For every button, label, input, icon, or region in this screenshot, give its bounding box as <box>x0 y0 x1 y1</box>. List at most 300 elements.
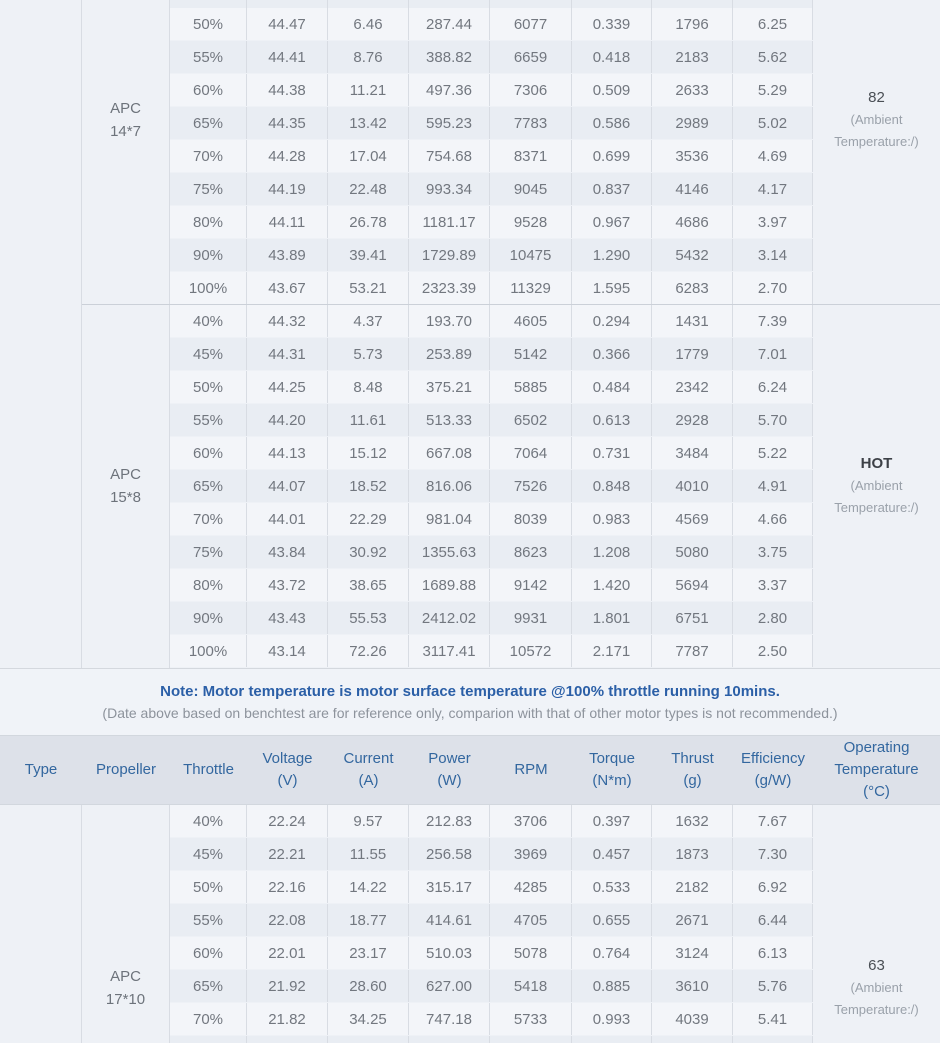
propeller-label-line: 14*7 <box>110 123 141 140</box>
cell-efficiency: 5.41 <box>733 1003 813 1035</box>
table-row <box>170 140 813 173</box>
cell-efficiency: 7.30 <box>733 838 813 870</box>
cell-thrust: 1632 <box>652 805 733 837</box>
cell-power: 1181.17 <box>409 206 490 238</box>
cell-thrust: 4039 <box>652 1003 733 1035</box>
cell-torque: 0.967 <box>572 206 652 238</box>
cell-power: 595.23 <box>409 107 490 139</box>
table-row <box>170 569 813 602</box>
cell-throttle: 60% <box>170 437 247 469</box>
cell-thrust: 4569 <box>652 503 733 535</box>
cell-voltage: 44.19 <box>247 173 328 205</box>
cell-efficiency: 4.17 <box>733 173 813 205</box>
cell-voltage: 43.67 <box>247 272 328 304</box>
cell-current: 11.55 <box>328 838 409 870</box>
cell-voltage: 43.72 <box>247 569 328 601</box>
cell-thrust: 2342 <box>652 371 733 403</box>
table-row <box>170 0 813 8</box>
propeller-label-line: 15*8 <box>110 489 141 506</box>
cell-voltage: 44.20 <box>247 404 328 436</box>
column-header-line: (g/W) <box>754 772 792 789</box>
cell-thrust: 3484 <box>652 437 733 469</box>
cell-voltage: 44.01 <box>247 503 328 535</box>
cell-rpm: 10572 <box>490 635 572 667</box>
cell-efficiency: 6.13 <box>733 937 813 969</box>
operating-temperature-cell <box>813 805 940 1043</box>
cell-voltage: 22.24 <box>247 805 328 837</box>
cell-rpm: 4705 <box>490 904 572 936</box>
cell-throttle: 90% <box>170 602 247 634</box>
cell-power: 816.06 <box>409 470 490 502</box>
cell-thrust: 5694 <box>652 569 733 601</box>
cell-current: 28.60 <box>328 970 409 1002</box>
cell-torque <box>572 0 652 8</box>
section-divider <box>82 304 940 305</box>
cell-power: 1689.88 <box>409 569 490 601</box>
cell-thrust: 6751 <box>652 602 733 634</box>
cell-voltage: 22.16 <box>247 871 328 903</box>
cell-thrust: 3536 <box>652 140 733 172</box>
cell-rpm: 10475 <box>490 239 572 271</box>
cell-rpm: 6077 <box>490 8 572 40</box>
cell-rpm: 9931 <box>490 602 572 634</box>
cell-current <box>328 0 409 8</box>
cell-thrust: 2633 <box>652 74 733 106</box>
column-header-line: Torque <box>589 750 635 767</box>
cell-throttle <box>170 0 247 8</box>
cell-torque: 0.764 <box>572 937 652 969</box>
cell-torque: 1.290 <box>572 239 652 271</box>
cell-rpm: 5078 <box>490 937 572 969</box>
cell-voltage: 44.11 <box>247 206 328 238</box>
cell-voltage: 22.01 <box>247 937 328 969</box>
cell-rpm: 3706 <box>490 805 572 837</box>
cell-throttle: 70% <box>170 140 247 172</box>
cell-current: 8.76 <box>328 41 409 73</box>
table-row <box>170 41 813 74</box>
cell-torque: 0.397 <box>572 805 652 837</box>
cell-rpm <box>490 1036 572 1043</box>
cell-rpm: 7306 <box>490 74 572 106</box>
column-header-rpm <box>490 736 572 804</box>
table-row <box>170 871 813 904</box>
cell-voltage: 43.43 <box>247 602 328 634</box>
cell-current: 5.73 <box>328 338 409 370</box>
cell-efficiency: 7.39 <box>733 305 813 337</box>
cell-efficiency <box>733 0 813 8</box>
cell-rpm: 6502 <box>490 404 572 436</box>
cell-rpm: 9528 <box>490 206 572 238</box>
propeller-section-apc-14x7 <box>0 0 940 305</box>
cell-torque: 0.699 <box>572 140 652 172</box>
cell-torque: 0.339 <box>572 8 652 40</box>
cell-power: 2412.02 <box>409 602 490 634</box>
type-cell <box>0 805 82 1043</box>
table-row <box>170 74 813 107</box>
cell-torque: 0.457 <box>572 838 652 870</box>
table-row <box>170 8 813 41</box>
cell-thrust: 2989 <box>652 107 733 139</box>
table-row <box>170 536 813 569</box>
column-header-line: Type <box>24 761 58 778</box>
cell-voltage <box>247 0 328 8</box>
propeller-cell <box>82 805 170 1043</box>
data-grid <box>170 805 813 1043</box>
cell-throttle: 60% <box>170 74 247 106</box>
cell-voltage: 44.31 <box>247 338 328 370</box>
cell-power: 253.89 <box>409 338 490 370</box>
cell-voltage: 44.07 <box>247 470 328 502</box>
cell-thrust: 1779 <box>652 338 733 370</box>
cell-power: 287.44 <box>409 8 490 40</box>
table-row <box>170 805 813 838</box>
cell-power: 667.08 <box>409 437 490 469</box>
type-cell <box>0 305 82 668</box>
column-header-line: (A) <box>358 772 379 789</box>
cell-current: 4.37 <box>328 305 409 337</box>
cell-efficiency: 5.22 <box>733 437 813 469</box>
cell-efficiency: 4.66 <box>733 503 813 535</box>
cell-thrust: 2928 <box>652 404 733 436</box>
cell-efficiency: 2.70 <box>733 272 813 304</box>
table-row <box>170 1036 813 1043</box>
column-header-efficiency <box>733 736 813 804</box>
cell-power: 212.83 <box>409 805 490 837</box>
cell-current: 39.41 <box>328 239 409 271</box>
cell-current: 72.26 <box>328 635 409 667</box>
cell-throttle: 55% <box>170 904 247 936</box>
cell-power: 993.34 <box>409 173 490 205</box>
table-row <box>170 173 813 206</box>
cell-thrust: 1873 <box>652 838 733 870</box>
table-row <box>170 602 813 635</box>
cell-efficiency: 2.50 <box>733 635 813 667</box>
cell-power: 256.58 <box>409 838 490 870</box>
cell-rpm: 7526 <box>490 470 572 502</box>
cell-efficiency: 5.70 <box>733 404 813 436</box>
cell-power: 513.33 <box>409 404 490 436</box>
propeller-section-apc-17x10 <box>0 805 940 1043</box>
cell-rpm: 9045 <box>490 173 572 205</box>
cell-current: 17.04 <box>328 140 409 172</box>
cell-torque: 0.993 <box>572 1003 652 1035</box>
column-header-type <box>0 736 82 804</box>
cell-throttle: 40% <box>170 805 247 837</box>
cell-current: 38.65 <box>328 569 409 601</box>
propeller-label-line: APC <box>110 466 141 483</box>
cell-power: 747.18 <box>409 1003 490 1035</box>
cell-efficiency: 3.14 <box>733 239 813 271</box>
propeller-label-line: 17*10 <box>105 991 146 1008</box>
cell-torque: 0.613 <box>572 404 652 436</box>
cell-power: 315.17 <box>409 871 490 903</box>
cell-current: 11.21 <box>328 74 409 106</box>
cell-voltage: 44.28 <box>247 140 328 172</box>
cell-rpm: 4605 <box>490 305 572 337</box>
cell-thrust: 2183 <box>652 41 733 73</box>
cell-rpm: 7064 <box>490 437 572 469</box>
cell-throttle <box>170 1036 247 1043</box>
cell-power: 414.61 <box>409 904 490 936</box>
cell-current: 53.21 <box>328 272 409 304</box>
cell-current: 34.25 <box>328 1003 409 1035</box>
cell-current: 55.53 <box>328 602 409 634</box>
ambient-temperature-note: Temperature:/) <box>834 1002 919 1017</box>
cell-efficiency <box>733 1036 813 1043</box>
temperature-value: HOT <box>860 455 893 472</box>
cell-torque: 0.655 <box>572 904 652 936</box>
cell-voltage: 44.41 <box>247 41 328 73</box>
cell-thrust: 1431 <box>652 305 733 337</box>
cell-rpm: 6659 <box>490 41 572 73</box>
cell-power: 388.82 <box>409 41 490 73</box>
cell-rpm: 7783 <box>490 107 572 139</box>
cell-throttle: 50% <box>170 8 247 40</box>
cell-thrust: 1796 <box>652 8 733 40</box>
cell-rpm: 8039 <box>490 503 572 535</box>
column-header-throttle <box>170 736 247 804</box>
cell-current: 18.52 <box>328 470 409 502</box>
cell-current: 6.46 <box>328 8 409 40</box>
cell-efficiency: 6.44 <box>733 904 813 936</box>
cell-efficiency: 3.75 <box>733 536 813 568</box>
cell-throttle: 55% <box>170 404 247 436</box>
cell-throttle: 100% <box>170 635 247 667</box>
cell-torque: 0.484 <box>572 371 652 403</box>
cell-current: 30.92 <box>328 536 409 568</box>
cell-voltage: 43.89 <box>247 239 328 271</box>
cell-thrust: 4686 <box>652 206 733 238</box>
note-block <box>0 668 940 735</box>
column-header-line: (g) <box>683 772 702 789</box>
cell-torque: 2.171 <box>572 635 652 667</box>
propeller-label <box>82 965 169 1011</box>
cell-throttle: 55% <box>170 41 247 73</box>
ambient-temperature-note: (Ambient <box>850 980 903 995</box>
cell-thrust <box>652 1036 733 1043</box>
cell-thrust: 5432 <box>652 239 733 271</box>
cell-throttle: 65% <box>170 470 247 502</box>
cell-current: 14.22 <box>328 871 409 903</box>
cell-power: 193.70 <box>409 305 490 337</box>
cell-efficiency: 7.67 <box>733 805 813 837</box>
cell-rpm: 5142 <box>490 338 572 370</box>
cell-power: 754.68 <box>409 140 490 172</box>
cell-efficiency: 5.29 <box>733 74 813 106</box>
cell-throttle: 65% <box>170 107 247 139</box>
cell-rpm: 9142 <box>490 569 572 601</box>
column-header-line: (V) <box>277 772 298 789</box>
table-row <box>170 206 813 239</box>
cell-power <box>409 0 490 8</box>
cell-current <box>328 1036 409 1043</box>
cell-current: 8.48 <box>328 371 409 403</box>
cell-throttle: 70% <box>170 503 247 535</box>
column-header-line: RPM <box>514 761 548 778</box>
table-row <box>170 371 813 404</box>
cell-efficiency: 4.91 <box>733 470 813 502</box>
note-subtext: (Date above based on benchtest are for reference only, comparion with that of other motor types is not recommended.) <box>102 705 838 721</box>
cell-voltage: 43.84 <box>247 536 328 568</box>
cell-torque: 1.208 <box>572 536 652 568</box>
column-header-line: Power <box>428 750 471 767</box>
column-header-voltage <box>247 736 328 804</box>
cell-voltage: 44.13 <box>247 437 328 469</box>
cell-throttle: 75% <box>170 536 247 568</box>
cell-voltage: 22.21 <box>247 838 328 870</box>
cell-torque: 0.837 <box>572 173 652 205</box>
column-header-torque <box>572 736 652 804</box>
cell-torque: 1.595 <box>572 272 652 304</box>
cell-torque: 0.848 <box>572 470 652 502</box>
table-row <box>170 107 813 140</box>
cell-current: 22.29 <box>328 503 409 535</box>
table-row <box>170 470 813 503</box>
cell-torque: 1.420 <box>572 569 652 601</box>
column-header-line: Efficiency <box>741 750 805 767</box>
cell-efficiency: 4.69 <box>733 140 813 172</box>
table-row <box>170 239 813 272</box>
cell-current: 13.42 <box>328 107 409 139</box>
column-header-line: (°C) <box>863 783 890 800</box>
cell-rpm: 5885 <box>490 371 572 403</box>
table-row <box>170 1003 813 1036</box>
cell-current: 22.48 <box>328 173 409 205</box>
cell-efficiency: 5.62 <box>733 41 813 73</box>
temperature-value: 82 <box>868 89 885 106</box>
cell-thrust: 2671 <box>652 904 733 936</box>
cell-voltage: 21.92 <box>247 970 328 1002</box>
table-header-row <box>0 735 940 805</box>
propeller-label-line: APC <box>110 100 141 117</box>
cell-efficiency: 5.76 <box>733 970 813 1002</box>
table-row <box>170 635 813 668</box>
cell-rpm: 11329 <box>490 272 572 304</box>
cell-throttle: 90% <box>170 239 247 271</box>
cell-thrust: 3124 <box>652 937 733 969</box>
cell-voltage: 44.32 <box>247 305 328 337</box>
cell-efficiency: 5.02 <box>733 107 813 139</box>
column-header-thrust <box>652 736 733 804</box>
cell-torque: 0.294 <box>572 305 652 337</box>
column-header-line: (N*m) <box>592 772 632 789</box>
cell-torque: 0.366 <box>572 338 652 370</box>
table-row <box>170 338 813 371</box>
propeller-label <box>82 463 169 509</box>
cell-torque: 0.509 <box>572 74 652 106</box>
cell-throttle: 65% <box>170 970 247 1002</box>
cell-rpm <box>490 0 572 8</box>
column-header-line: Current <box>343 750 394 767</box>
propeller-label-line: APC <box>110 968 141 985</box>
column-header-line: Propeller <box>95 761 157 778</box>
cell-power: 1355.63 <box>409 536 490 568</box>
table-row <box>170 838 813 871</box>
cell-torque: 0.418 <box>572 41 652 73</box>
operating-temperature <box>813 955 940 1021</box>
cell-torque <box>572 1036 652 1043</box>
operating-temperature-cell <box>813 0 940 305</box>
table-row <box>170 970 813 1003</box>
cell-throttle: 75% <box>170 173 247 205</box>
table-row <box>170 937 813 970</box>
cell-throttle: 60% <box>170 937 247 969</box>
cell-power <box>409 1036 490 1043</box>
cell-current: 23.17 <box>328 937 409 969</box>
note-text: Note: Motor temperature is motor surface temperature @100% throttle running 10mins. <box>160 683 780 700</box>
cell-rpm: 3969 <box>490 838 572 870</box>
column-header-line: Thrust <box>671 750 714 767</box>
cell-power: 981.04 <box>409 503 490 535</box>
cell-power: 510.03 <box>409 937 490 969</box>
cell-throttle: 50% <box>170 371 247 403</box>
propeller-cell <box>82 0 170 305</box>
type-cell <box>0 0 82 305</box>
column-header-line: (W) <box>437 772 462 789</box>
propeller-label <box>82 97 169 143</box>
cell-voltage: 21.82 <box>247 1003 328 1035</box>
column-header-temperature <box>813 736 940 804</box>
cell-thrust: 2182 <box>652 871 733 903</box>
cell-power: 627.00 <box>409 970 490 1002</box>
cell-voltage: 43.14 <box>247 635 328 667</box>
operating-temperature <box>813 453 940 519</box>
cell-power: 3117.41 <box>409 635 490 667</box>
cell-thrust: 6283 <box>652 272 733 304</box>
cell-rpm: 4285 <box>490 871 572 903</box>
cell-power: 375.21 <box>409 371 490 403</box>
cell-voltage: 44.35 <box>247 107 328 139</box>
data-grid <box>170 305 813 668</box>
ambient-temperature-note: (Ambient <box>850 112 903 127</box>
propeller-cell <box>82 305 170 668</box>
cell-voltage: 44.25 <box>247 371 328 403</box>
cell-voltage: 44.47 <box>247 8 328 40</box>
cell-throttle: 40% <box>170 305 247 337</box>
table-row <box>170 404 813 437</box>
cell-rpm: 8623 <box>490 536 572 568</box>
cell-throttle: 80% <box>170 569 247 601</box>
cell-thrust: 4010 <box>652 470 733 502</box>
temperature-value: 63 <box>868 957 885 974</box>
cell-efficiency: 7.01 <box>733 338 813 370</box>
table-row <box>170 305 813 338</box>
cell-power: 2323.39 <box>409 272 490 304</box>
cell-rpm: 8371 <box>490 140 572 172</box>
data-grid <box>170 0 813 305</box>
cell-torque: 0.731 <box>572 437 652 469</box>
column-header-propeller <box>82 736 170 804</box>
cell-efficiency: 6.92 <box>733 871 813 903</box>
table-row <box>170 503 813 536</box>
cell-torque: 0.586 <box>572 107 652 139</box>
cell-voltage <box>247 1036 328 1043</box>
cell-efficiency: 3.37 <box>733 569 813 601</box>
column-header-line: Throttle <box>183 761 234 778</box>
cell-torque: 0.983 <box>572 503 652 535</box>
cell-current: 9.57 <box>328 805 409 837</box>
cell-current: 18.77 <box>328 904 409 936</box>
column-header-current <box>328 736 409 804</box>
column-header-line: Temperature <box>834 761 919 778</box>
column-header-power <box>409 736 490 804</box>
cell-thrust: 5080 <box>652 536 733 568</box>
table-row <box>170 437 813 470</box>
operating-temperature <box>813 87 940 153</box>
cell-throttle: 45% <box>170 838 247 870</box>
cell-thrust: 3610 <box>652 970 733 1002</box>
ambient-temperature-note: (Ambient <box>850 478 903 493</box>
